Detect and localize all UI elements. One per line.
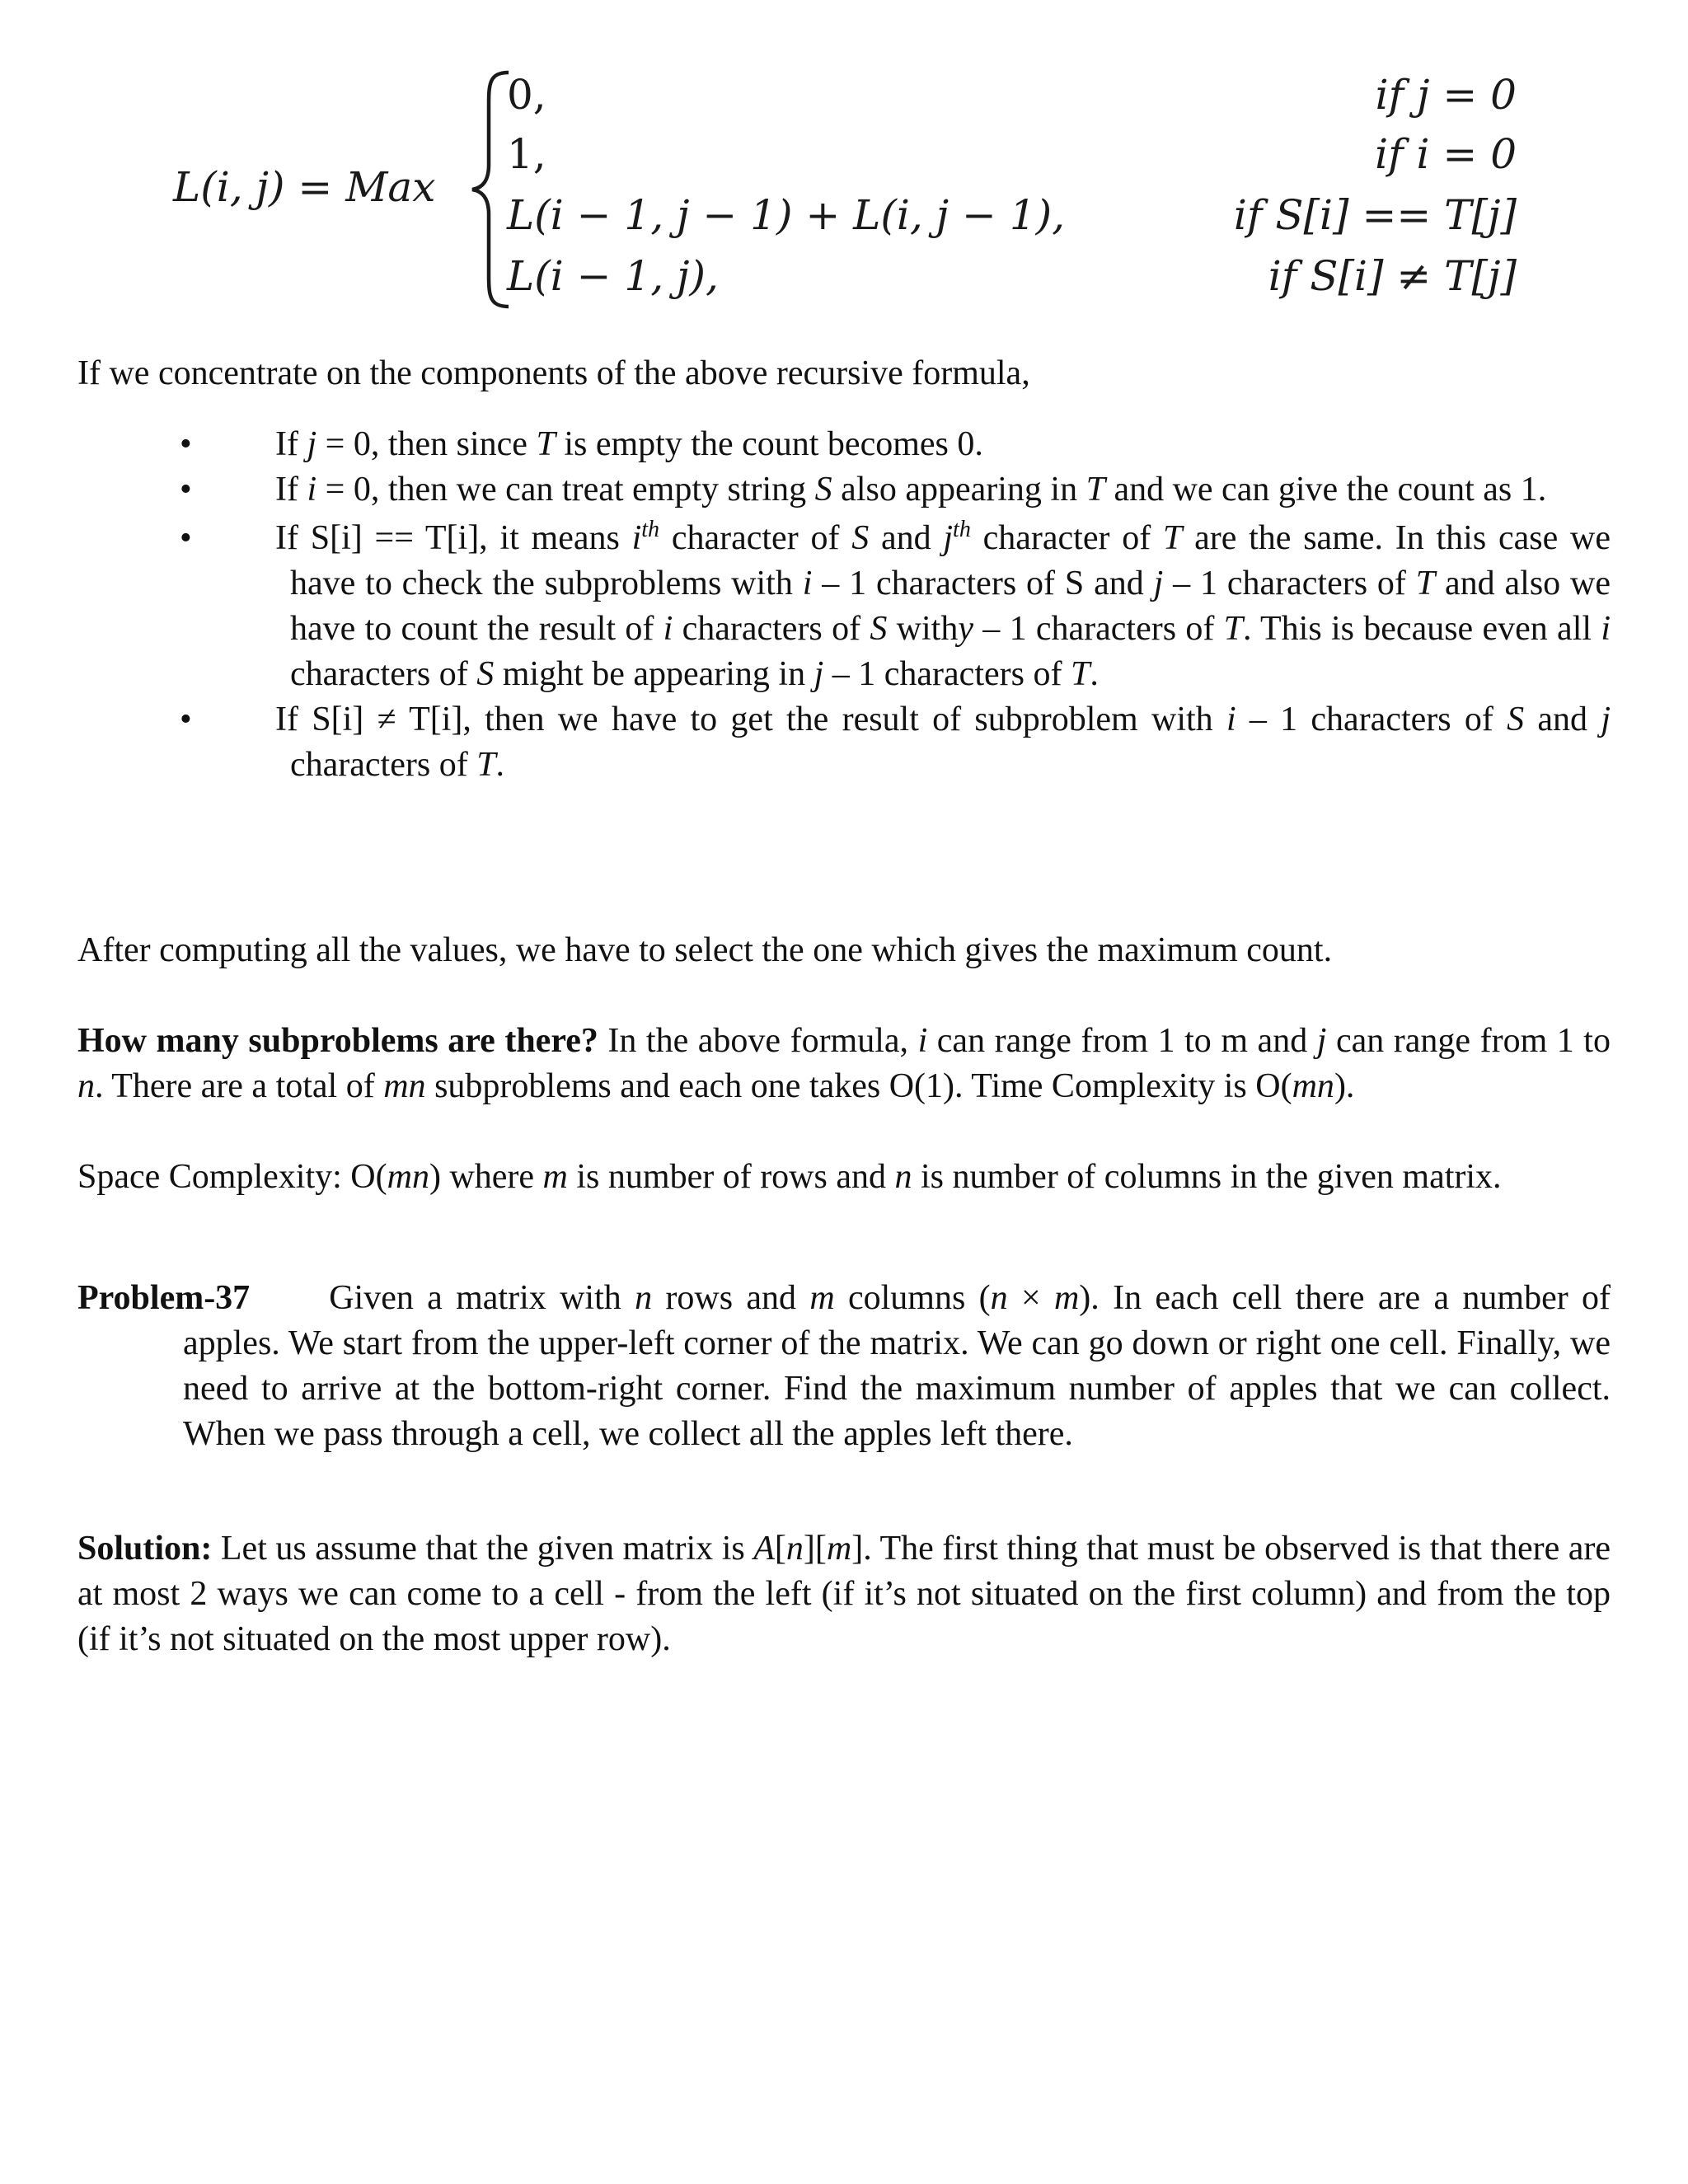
list-item: • If j = 0, then since T is empty the count becomes 0.	[77, 422, 1611, 467]
bullet-icon: •	[180, 425, 192, 463]
component-list	[77, 422, 1611, 788]
bullet-icon: •	[180, 471, 192, 509]
list-item: • If S[i] == T[i], it means $i^{th}$ character of S and $j^{th}$ character of T are the same. In this case we have to check the subproblems with i – 1 characters of S and j – 1 characters of T and also we have to count the result of i characters of S withy – 1 characters of T. This is because even all i characters of S might be appearing in j – 1 characters of T.	[180, 517, 1611, 693]
solution-paragraph: Solution: Let us assume that the given matrix is A[n][m]. The first thing that must be observed is that there are at most 2 ways we can come to a cell - from the left (if it’s not situated on the first column) and from the top (if it’s not situated on the most upper row).	[77, 1530, 1611, 1658]
case-0-expr: 0,	[507, 71, 546, 119]
bullet-icon: •	[180, 519, 192, 557]
list-item: • If S[i] ≠ T[i], then we have to get the result of subproblem with i – 1 characters of S and j characters of T.	[77, 697, 1611, 788]
case-2-cond: if S[i] == T[j]	[1233, 191, 1517, 239]
list-item: • If i = 0, then we can treat empty string S also appearing in T and we can give the count as 1.	[77, 467, 1611, 513]
subproblems-paragraph: How many subproblems are there? In the above formula, i can range from 1 to m and j can range from 1 to n. There are a total of mn subproblems and each one takes O(1). Time Complexity is O(mn).	[77, 1022, 1611, 1105]
case-3-expr: L(i − 1, j),	[507, 252, 719, 300]
space-complexity-paragraph: Space Complexity: O(mn) where m is number of rows and n is number of columns in the given matrix.	[77, 1158, 1502, 1196]
after-paragraph: After computing all the values, we have to select the one which gives the maximum count.	[77, 931, 1333, 969]
formula-func: L	[173, 163, 201, 211]
formula-max: Max	[345, 163, 436, 211]
problem-statement: Problem-37 Given a matrix with n rows and m columns (n × m). In each cell there are a number of apples. We start from the upper-left corner of the matrix. We can go down or right one cell. Finally, we need to arrive at the bottom-right corner. Find the maximum number of apples that we can collect. When we pass through a cell, we collect all the apples left there.	[77, 1279, 1611, 1453]
intro-paragraph: If we concentrate on the components of the above recursive formula,	[77, 354, 1030, 392]
case-1-expr: 1,	[507, 130, 546, 178]
bullet-icon: •	[180, 701, 192, 738]
formula-args: (i, j)	[200, 163, 285, 211]
case-3-cond: if S[i] ≠ T[j]	[1268, 252, 1517, 300]
subproblems-heading: How many subproblems are there?	[77, 1022, 598, 1060]
recursive-formula	[173, 66, 1517, 313]
problem-label: Problem-37	[77, 1279, 251, 1317]
case-0-cond: if j = 0	[1375, 71, 1517, 119]
case-2-expr: L(i − 1, j − 1) + L(i, j − 1),	[507, 191, 1066, 239]
case-1-cond: if i = 0	[1375, 130, 1517, 178]
formula-lhs	[173, 163, 435, 211]
solution-label: Solution:	[77, 1530, 213, 1568]
formula-equals: =	[284, 163, 346, 211]
